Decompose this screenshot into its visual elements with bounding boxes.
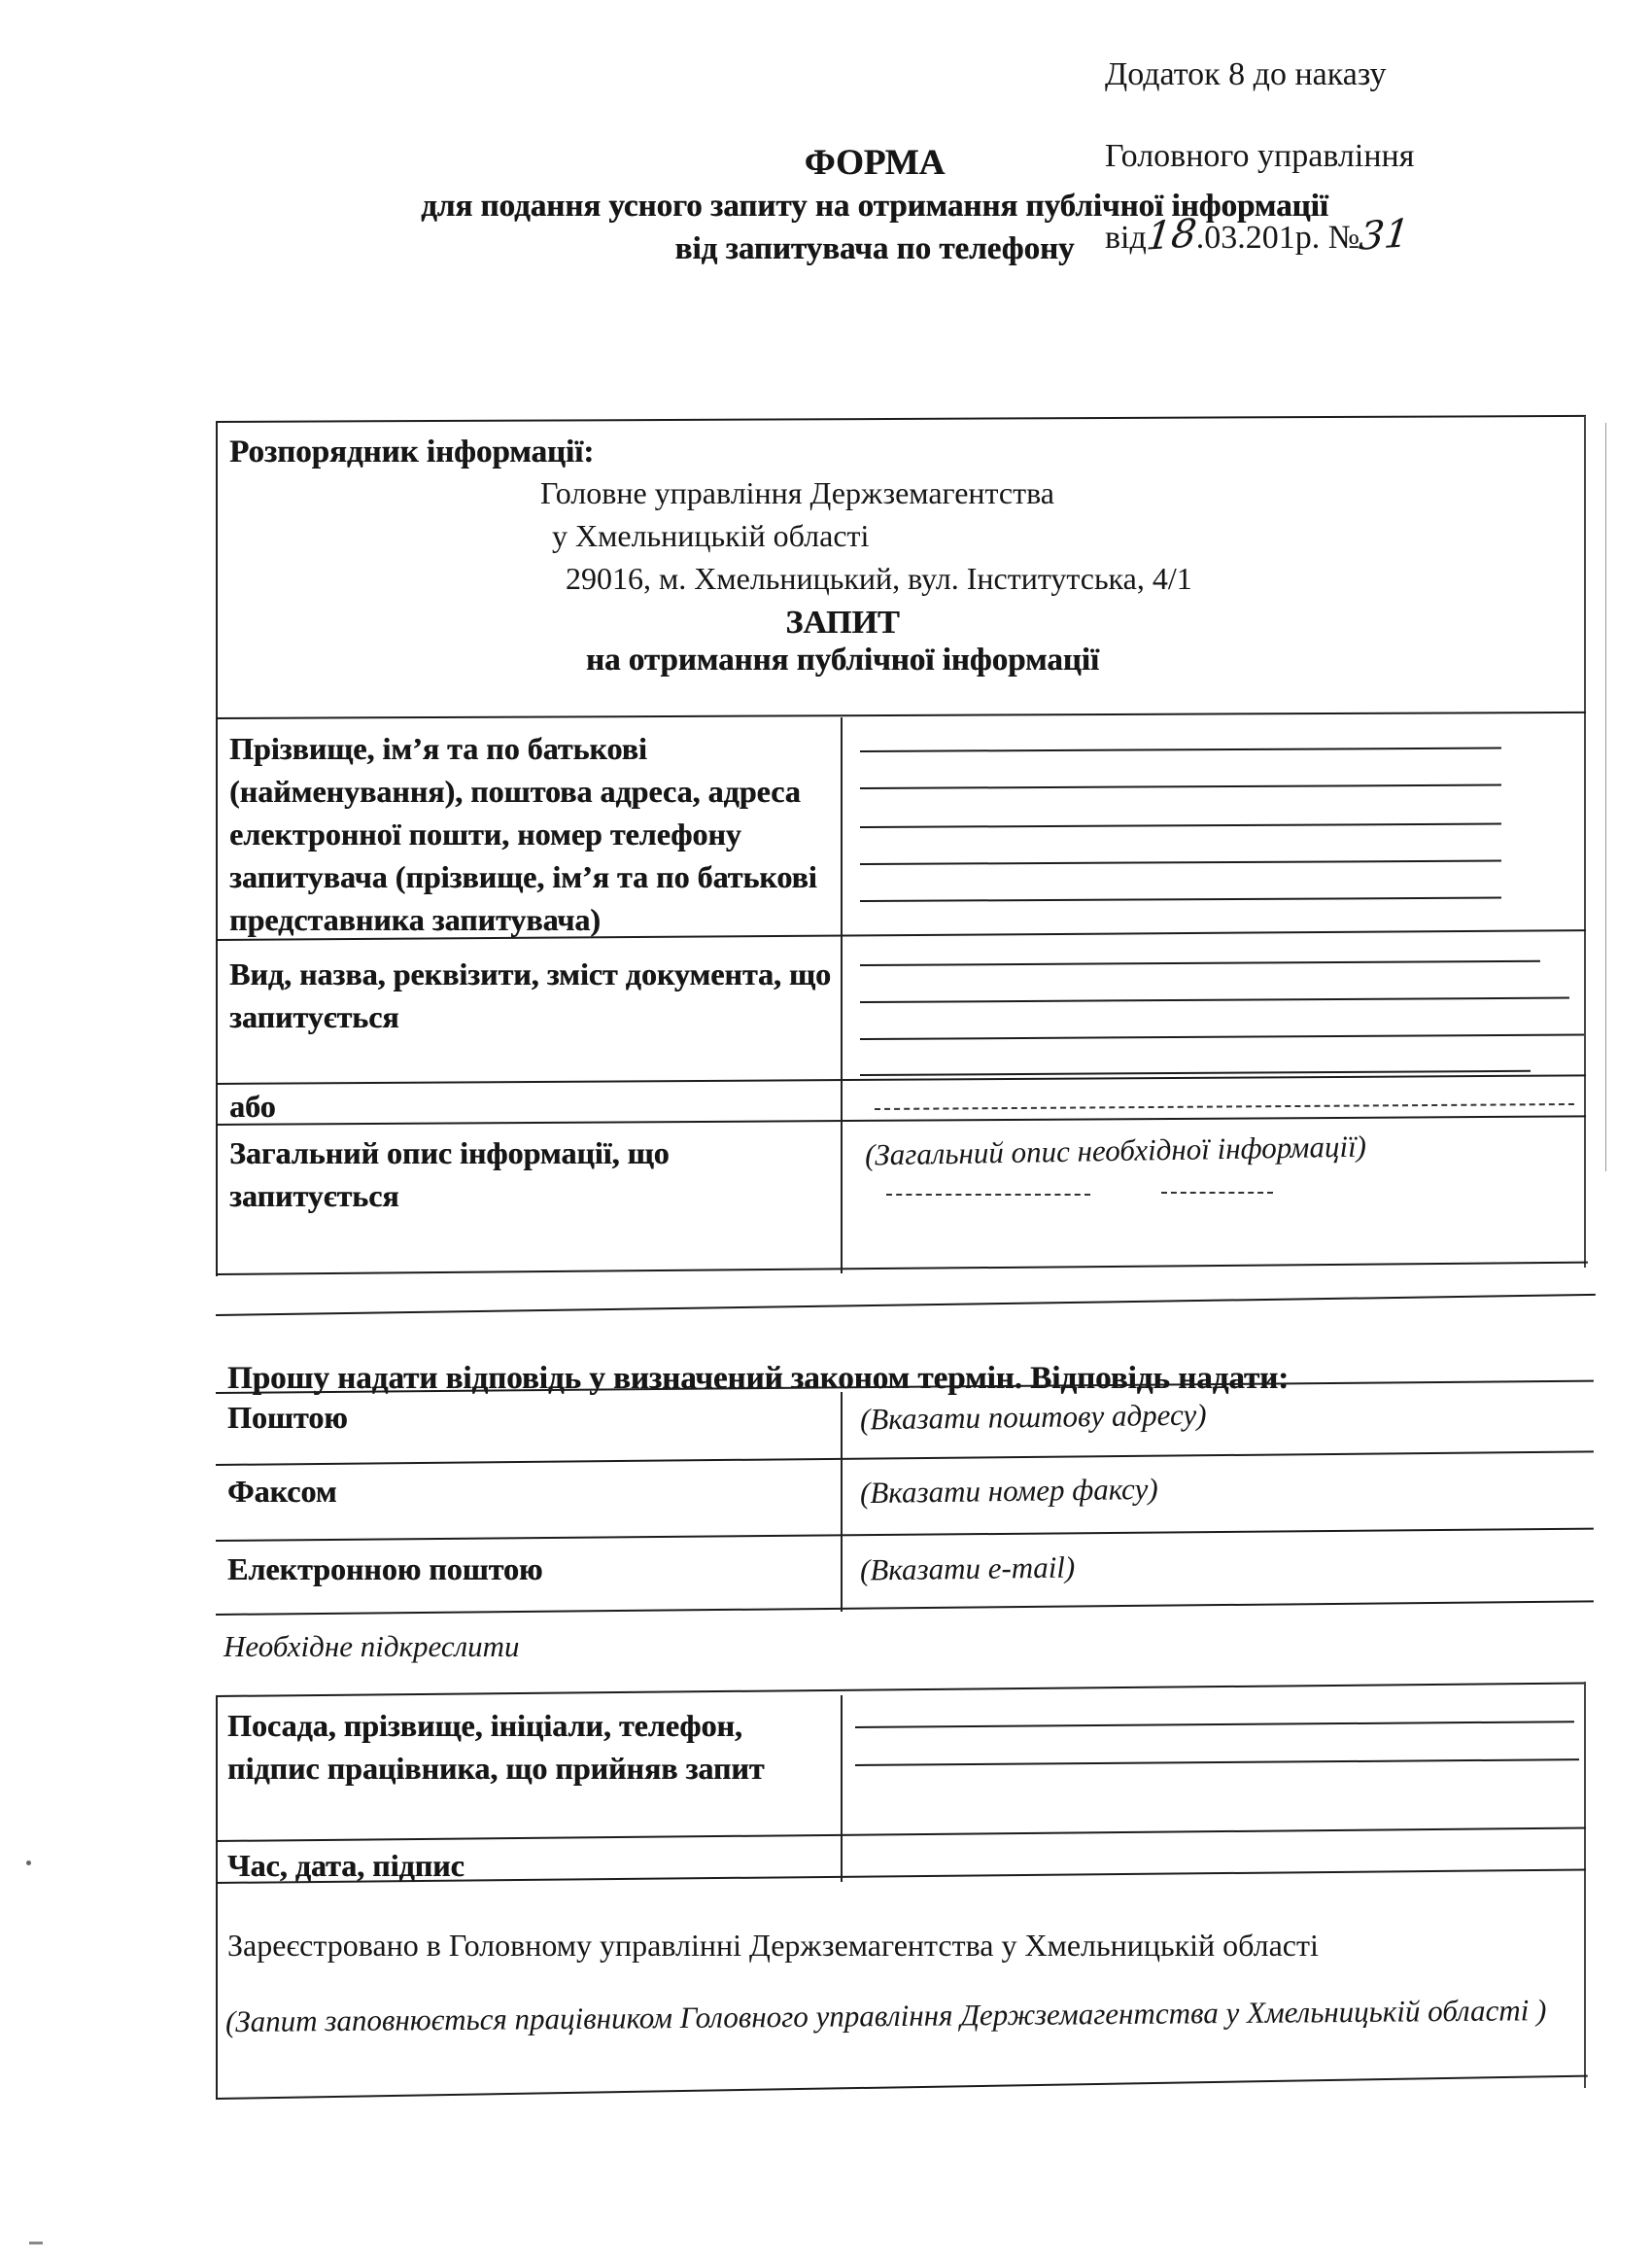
fill-line xyxy=(860,784,1501,789)
request-heading: ЗАПИТ xyxy=(785,605,900,641)
fill-line xyxy=(1161,1192,1273,1194)
fill-line xyxy=(860,997,1569,1003)
underline-note: Необхідне підкреслити xyxy=(224,1629,520,1663)
response-instruction-heading: Прошу надати відповідь у визначений законом термін. Відповідь надати: xyxy=(227,1361,1290,1396)
row-separator xyxy=(216,712,1586,719)
table-border-top xyxy=(216,1682,1586,1697)
scan-speck xyxy=(29,2242,43,2244)
time-date-signature-label: Час, дата, підпис xyxy=(227,1848,465,1883)
option-label-fax: Факсом xyxy=(227,1474,337,1509)
option-hint-post: (Вказати поштову адресу) xyxy=(859,1397,1207,1437)
scan-speck xyxy=(26,1861,31,1865)
fill-line xyxy=(855,1758,1579,1766)
date-rest: .03.201р. xyxy=(1195,220,1328,256)
row-separator xyxy=(216,1528,1594,1542)
handwritten-order-number: 31 xyxy=(1357,211,1412,260)
fill-line xyxy=(860,960,1540,966)
appendix-note-line1: Додаток 8 до наказу xyxy=(1105,56,1387,92)
fill-line xyxy=(860,1033,1584,1040)
manager-name-line1: Головне управління Держземагентства xyxy=(540,475,1054,510)
option-label-post: Поштою xyxy=(227,1400,348,1435)
officer-details-label: Посада, прізвище, ініціали, телефон, підпис працівника, що прийняв запит xyxy=(227,1708,765,1786)
column-divider xyxy=(841,1695,843,1882)
row-separator xyxy=(216,1600,1594,1616)
manager-address: 29016, м. Хмельницький, вул. Інститутська, 4/1 xyxy=(566,561,1192,596)
appendix-note-line2: Головного управління xyxy=(1105,138,1415,174)
option-hint-fax: (Вказати номер факсу) xyxy=(859,1471,1158,1511)
fill-line xyxy=(875,1103,1574,1110)
form-subtitle-line2: від запитувача по телефону xyxy=(674,231,1075,266)
table-border-bottom xyxy=(216,2075,1588,2100)
request-subheading: на отримання публічної інформації xyxy=(585,643,1100,678)
table-border-right xyxy=(1584,416,1586,1268)
fill-line xyxy=(886,1194,1090,1196)
fill-line xyxy=(860,897,1501,902)
fill-line xyxy=(855,1721,1574,1728)
table-border-bottom xyxy=(216,1262,1588,1275)
fill-note: (Запит заповнюється працівником Головного управління Держземагентства у Хмельницькій області ) xyxy=(224,1993,1547,2039)
general-description-hint: (Загальний опис необхідної інформації) xyxy=(864,1129,1367,1172)
handwritten-date-day: 18 xyxy=(1144,211,1199,260)
row-separator xyxy=(216,1115,1586,1126)
table-border-right xyxy=(1584,1682,1586,2088)
form-subtitle-line1: для подання усного запиту на отримання публічної інформації xyxy=(421,189,1328,224)
fill-line xyxy=(860,823,1501,828)
requester-details-label: Прізвище, ім’я та по батькові (найменування), поштова адреса, адреса електронної пошти, номер телефону запитувача (прізвище, ім’я та по батькові представника запитувача) xyxy=(229,731,817,937)
date-prefix: від xyxy=(1105,220,1147,256)
column-divider xyxy=(841,1392,843,1612)
scan-edge-line xyxy=(1605,423,1606,1171)
number-sign: № xyxy=(1327,220,1360,256)
option-label-email: Електронною поштою xyxy=(227,1551,543,1586)
form-title: ФОРМА xyxy=(804,143,946,183)
table-border-left xyxy=(216,421,218,1276)
row-separator xyxy=(216,1826,1586,1842)
document-details-label: Вид, назва, реквізити, зміст документа, що запитується xyxy=(229,957,831,1034)
table-border-top xyxy=(216,415,1586,423)
general-description-label: Загальний опис інформації, що запитується xyxy=(229,1135,670,1213)
manager-name-line2: у Хмельницькій області xyxy=(552,518,870,553)
column-divider xyxy=(841,717,843,1273)
or-label: або xyxy=(229,1089,276,1124)
row-separator xyxy=(216,1074,1586,1085)
section-separator-line xyxy=(216,1294,1596,1316)
row-separator xyxy=(216,1450,1594,1466)
option-hint-email: (Вказати e-mail) xyxy=(859,1549,1076,1587)
table-border-left xyxy=(216,1695,218,2100)
fill-line xyxy=(860,748,1501,752)
fill-line xyxy=(860,860,1501,865)
manager-label: Розпорядник інформації: xyxy=(229,435,595,470)
registered-text: Зареєстровано в Головному управлінні Держземагентства у Хмельницькій області xyxy=(227,1928,1319,1963)
